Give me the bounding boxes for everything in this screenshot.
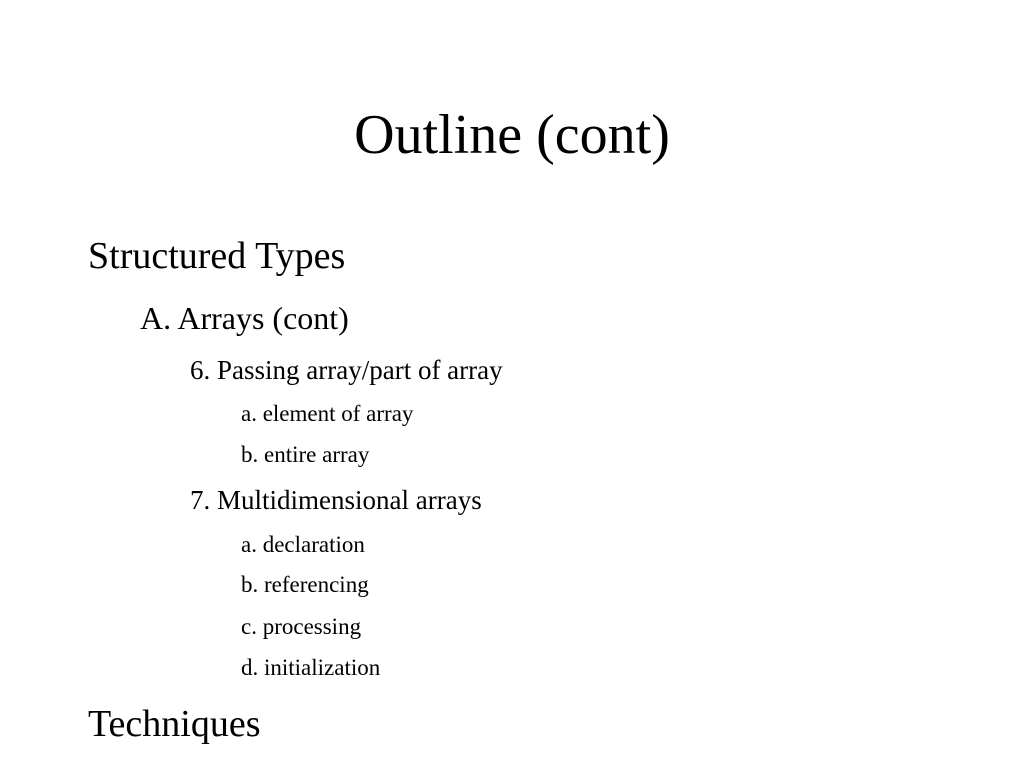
- outline-item-declaration: a. declaration: [241, 532, 365, 557]
- outline-item-entire-array: b. entire array: [241, 442, 370, 467]
- outline-item-structured-types: Structured Types: [88, 235, 346, 277]
- outline-item-arrays-cont: A. Arrays (cont): [140, 300, 349, 336]
- outline-item-processing: c. processing: [241, 614, 362, 639]
- outline-item-multidimensional-arrays: 7. Multidimensional arrays: [190, 485, 482, 515]
- outline-item-techniques: Techniques: [88, 703, 261, 745]
- slide-title: Outline (cont): [354, 104, 670, 166]
- outline-item-passing-array: 6. Passing array/part of array: [190, 355, 503, 385]
- outline-item-referencing: b. referencing: [241, 572, 369, 597]
- outline-item-initialization: d. initialization: [241, 655, 381, 680]
- outline-item-element-of-array: a. element of array: [241, 401, 414, 426]
